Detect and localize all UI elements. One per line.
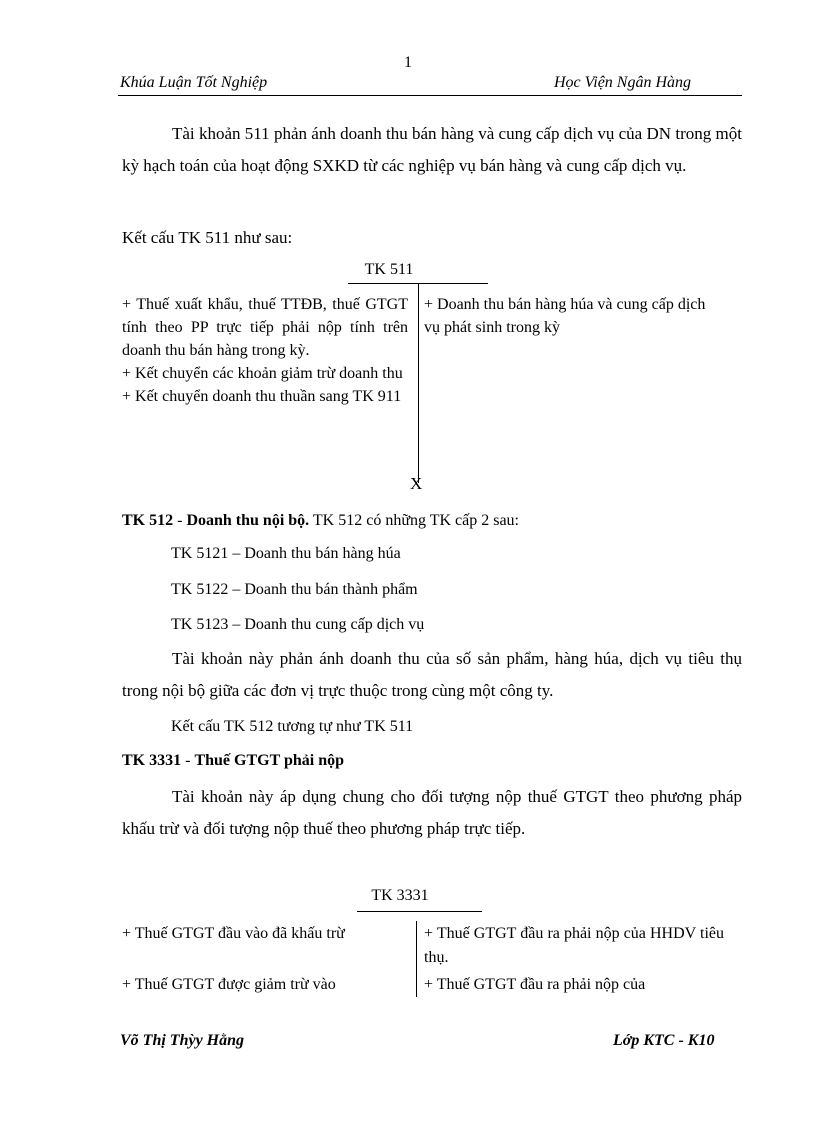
- tk512-code: TK 512: [122, 512, 174, 529]
- tk512-sep: -: [173, 512, 187, 529]
- page-number: 1: [404, 54, 412, 71]
- tk3331-name: Thuế GTGT phải nộp: [194, 752, 345, 769]
- tk3331-account-name: TK 3331: [371, 887, 429, 904]
- footer-author: Võ Thị Thỳy Hằng: [120, 1032, 245, 1049]
- tk512-sub-item: TK 5122 – Doanh thu bán thành phẩm: [171, 581, 418, 598]
- tk511-credit-column: [424, 293, 714, 339]
- tk512-heading: [122, 509, 519, 533]
- tk3331-divider: [416, 921, 417, 997]
- tk3331-credit-item: + Thuế GTGT đầu ra phải nộp của HHDV tiêu thụ.: [424, 925, 724, 966]
- tk511-debit-item: + Kết chuyển các khoản giảm trừ doanh thu: [122, 365, 403, 382]
- header-thesis-title: Khúa Luận Tốt Nghiệp: [120, 74, 268, 91]
- footer-class: Lớp KTC - K10: [613, 1032, 715, 1049]
- header-rule: [118, 95, 742, 96]
- tk3331-sep: -: [181, 752, 195, 769]
- tk3331-debit-item: + Thuế GTGT đầu vào đã khấu trừ: [122, 925, 345, 942]
- tk511-debit-item: + Kết chuyển doanh thu thuần sang TK 911: [122, 388, 402, 405]
- tk3331-debit-item: + Thuế GTGT được giảm trừ vào: [122, 976, 336, 993]
- tk511-structure-label: Kết cấu TK 511 như sau:: [122, 228, 293, 247]
- tk3331-heading: [122, 749, 344, 773]
- tk512-description: Tài khoản này phản ánh doanh thu của số sản phẩm, hàng húa, dịch vụ tiêu thụ trong nội bộ giữa các đơn vị trực thuộc trong cùng một công ty.: [122, 649, 742, 700]
- tk511-end-mark: X: [410, 474, 423, 493]
- tk512-sub-item: TK 5123 – Doanh thu cung cấp dịch vụ: [171, 616, 425, 633]
- tk511-credit-item: + Doanh thu bán hàng húa và cung cấp dịch vụ phát sinh trong kỳ: [424, 296, 706, 336]
- tk512-sub-item: TK 5121 – Doanh thu bán hàng húa: [171, 545, 401, 562]
- tk512-rest: TK 512 có những TK cấp 2 sau:: [309, 512, 519, 529]
- intro-paragraph: Tài khoản 511 phản ánh doanh thu bán hàng và cung cấp dịch vụ của DN trong một kỳ hạch toán của hoạt động SXKD từ các nghiệp vụ bán hàng và cung cấp dịch vụ.: [122, 124, 742, 175]
- tk3331-top-line: [357, 911, 482, 912]
- tk3331-credit-item: + Thuế GTGT đầu ra phải nộp của: [424, 976, 646, 993]
- tk511-account-name: TK 511: [364, 261, 414, 278]
- tk511-debit-item: + Thuế xuất khẩu, thuế TTĐB, thuế GTGT tính theo PP trực tiếp phải nộp tính trên doanh thu bán hàng trong kỳ.: [122, 296, 408, 359]
- tk511-divider: [418, 283, 419, 483]
- tk512-name: Doanh thu nội bộ.: [186, 512, 310, 529]
- tk3331-code: TK 3331: [122, 752, 182, 769]
- header-institution: Học Viện Ngân Hàng: [554, 74, 692, 91]
- tk512-structure: Kết cấu TK 512 tương tự như TK 511: [171, 718, 414, 735]
- tk511-debit-column: [122, 293, 408, 408]
- tk3331-description: Tài khoản này áp dụng chung cho đối tượng nộp thuế GTGT theo phương pháp khấu trừ và đối tượng nộp thuế theo phương pháp trực tiếp.: [122, 787, 742, 838]
